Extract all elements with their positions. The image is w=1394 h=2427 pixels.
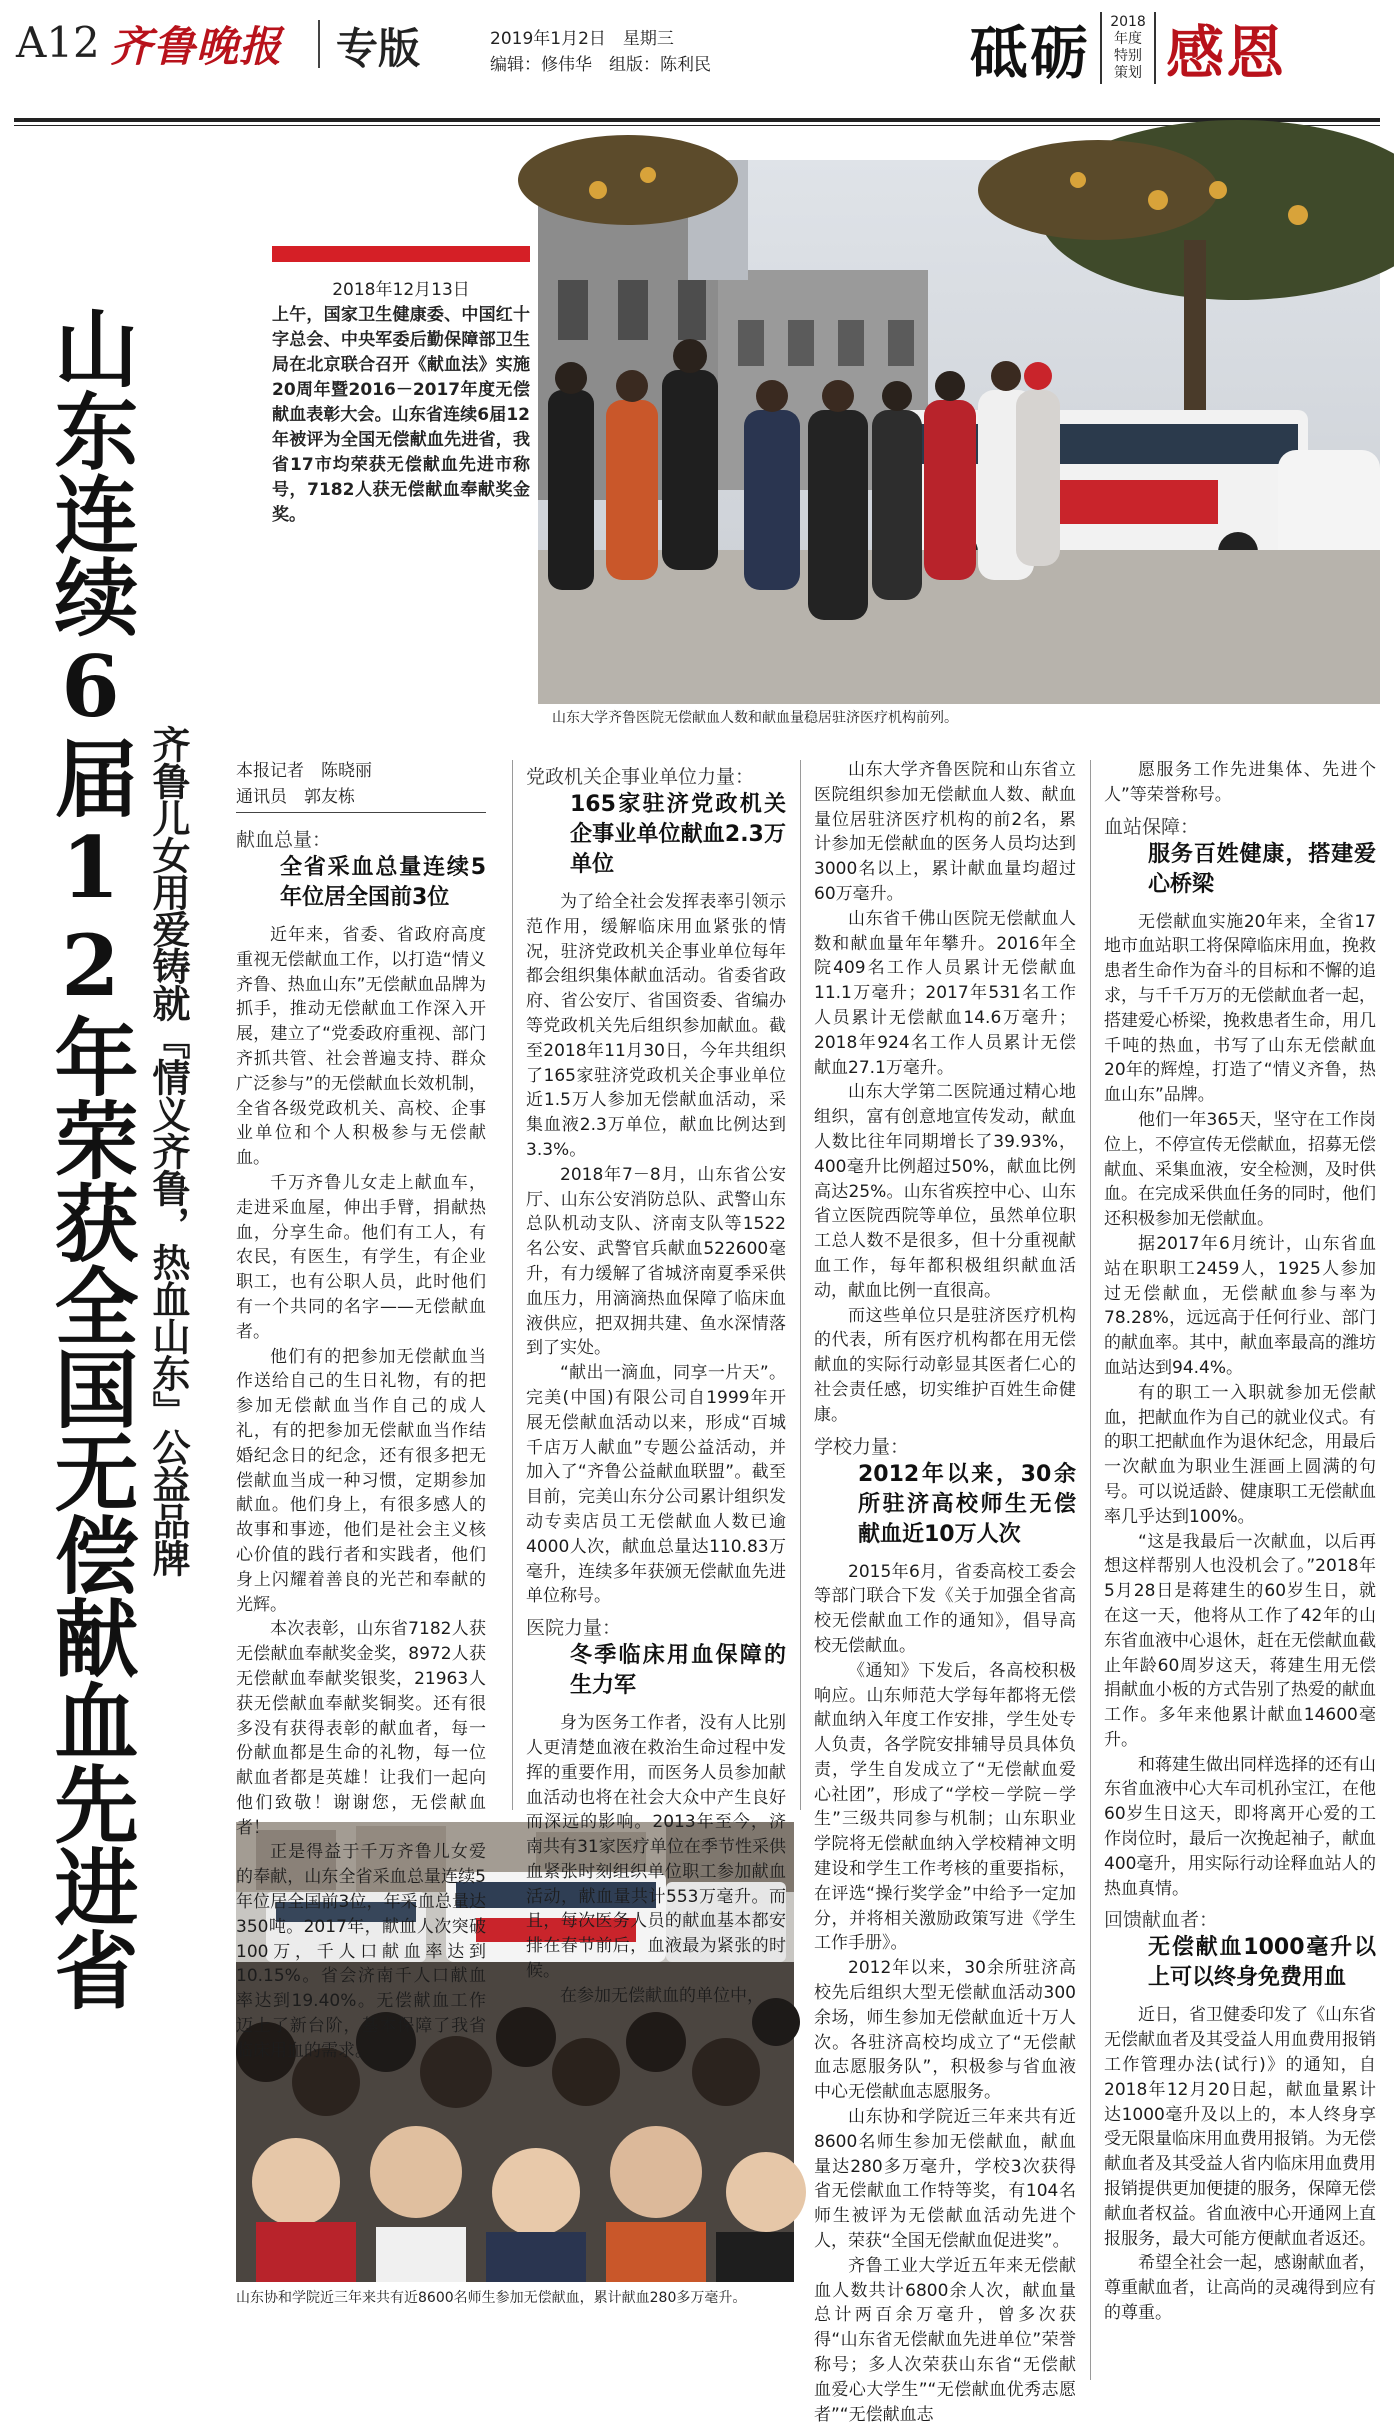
body-paragraph: 有的职工一入职就参加无偿献血，把献血作为自己的就业仪式。有的职工把献血作为退休纪念，用最后一次献血为职业生涯画上圆满的句号。可以说适龄、健康职工无偿献血率几乎达到100%。 [1104,1382,1376,1527]
feature-badge [1100,12,1156,84]
section-subhead: 无偿献血1000毫升以上可以终身免费用血 [1148,1935,1376,1991]
body-paragraph: 齐鲁工业大学近五年来无偿献血人数共计6800余人次，献血量总计两百余万毫升，曾多次获得“山东省无偿献血先进单位”荣誉称号；多人次荣获山东省“无偿献血爱心大学生”“无偿献血优秀志愿者”“无偿献血志 [814,2255,1076,2425]
theme-right-text: 感恩 [1166,19,1287,87]
body-paragraph: 他们有的把参加无偿献血当作送给自己的生日礼物，有的把参加无偿献血当作自己的成人礼，有的把参加无偿献血当作结婚纪念日的纪念，还有很多把无偿献血当成一种习惯，定期参加献血。他们身上，有很多感人的故事和事迹，他们是社会主义核心价值的践行者和实践者，他们身上闪耀着善良的光芒和奉献的光辉。 [236,1346,486,1615]
section-subhead: 165家驻济党政机关企事业单位献血2.3万单位 [570,792,786,877]
newspaper-logo: 齐鲁晚报 [110,22,283,71]
column-4 [1104,758,1376,2326]
body-paragraph: 他们一年365天，坚守在工作岗位上，不停宣传无偿献血，招募无偿献血、采集血液，安全检测，及时供血。在完成采供血任务的同时，他们还积极参加无偿献血。 [1104,1109,1376,1230]
top-photo-blood-donation-queue [538,160,1380,704]
lead-accent-bar [272,246,530,262]
sub-headline: 齐鲁儿女用爱铸就『情义齐鲁，热血山东』公益品牌 [146,725,190,1576]
section-subhead: 冬季临床用血保障的生力军 [570,1643,786,1699]
reporter-line: 本报记者 陈晓丽 [236,761,372,781]
body-paragraph: 愿服务工作先进集体、先进个人”等荣誉称号。 [1104,760,1376,805]
body-paragraph: 据2017年6月统计，山东省血站在职职工2459人，1925人参加过无偿献血，无偿献血参与率为78.28%，远远高于任何行业、部门的献血率。其中，献血率最高的潍坊血站达到94.4%。 [1104,1233,1376,1378]
badge-line: 特别 [1114,48,1143,64]
top-photo-caption: 山东大学齐鲁医院无偿献血人数和献血量稳居驻济医疗机构前列。 [552,710,958,726]
section-kicker: 医院力量： [526,1617,622,1640]
section-subhead: 服务百姓健康，搭建爱心桥梁 [1148,841,1376,897]
body-paragraph: 在参加无偿献血的单位中， [560,1985,764,2006]
body-paragraph: 山东大学第二医院通过精心地组织，富有创意地宣传发动，献血人数比往年同期增长了39.93%，400毫升比例超过50%，献血比例高达25%。山东省疾控中心、山东省立医院西院等单位，虽然单位职工总人数不是很多，但十分重视献血工作，每年都积极组织献血活动，献血比例一直很高。 [814,1082,1076,1301]
body-paragraph: 千万齐鲁儿女走上献血车，走进采血屋，伸出手臂，捐献热血，分享生命。他们有工人，有农民，有医生，有学生，有企业职工，也有公职人员，此时他们有一个共同的名字——无偿献血者。 [236,1172,486,1342]
page-number: A12 [16,18,100,67]
body-paragraph: 《通知》下发后，各高校积极响应。山东师范大学每年都将无偿献血纳入年度工作安排，学生处专人负责，各学院安排辅导员具体负责，学生自发成立了“无偿献血爱心社团”，形成了“学校－学院－学生”三级共同参与机制；山东职业学院将无偿献血纳入学校精神文明建设和学生工作考核的重要指标，在评选“操行奖学金”中给予一定加分，并将相关激励政策写进《学生工作手册》。 [814,1660,1076,1954]
column-divider [512,760,513,1810]
section-subhead: 2012年以来，30余所驻济高校师生无偿献血近10万人次 [858,1461,1076,1547]
special-feature-banner [970,10,1390,86]
lead-date: 2018年12月13日 [332,280,470,300]
body-paragraph: 山东协和学院近三年来共有近8600名师生参加无偿献血，献血量达280多万毫升，学校3次获得省无偿献血工作特等奖，有104名师生被评为无偿献血活动先进个人，荣获“全国无偿献血促进奖”。 [814,2107,1076,2252]
body-paragraph: 本次表彰，山东省7182人获无偿献血奉献奖金奖，8972人获无偿献血奉献奖银奖，21963人获无偿献血奉献奖铜奖。还有很多没有获得表彰的献血者，每一份献血都是生命的礼物，每一位献血者都是英雄！让我们一起向他们致敬！谢谢您，无偿献血者！ [236,1619,486,1838]
body-paragraph: 为了给全社会发挥表率引领示范作用，缓解临床用血紧张的情况，驻济党政机关企事业单位每年都会组织集体献血活动。省委省政府、省公安厅、省国资委、省编办等党政机关先后组织参加献血。截至2018年11月30日，今年共组织了165家驻济党政机关企事业单位近1.5万人参加无偿献血活动，采集血液2.3万单位，献血比例达到3.3%。 [526,892,786,1160]
body-paragraph: “这是我最后一次献血，以后再想这样帮别人也没机会了。”2018年5月28日是蒋建生的60岁生日，就在这一天，他将从工作了42年的山东省血液中心退休，赶在无偿献血截止年龄60周岁这天，蒋建生用无偿捐献血小板的方式告别了热爱的献血工作。多年来他累计献血14600毫升。 [1104,1531,1376,1750]
body-paragraph: 2012年以来，30余所驻济高校先后组织大型无偿献血活动300余场，师生参加无偿献血近十万人次。各驻济高校均成立了“无偿献血志愿服务队”，积极参与省血液中心无偿献血志愿服务。 [814,1958,1076,2103]
lead-paragraph [272,278,530,528]
body-paragraph: 和蒋建生做出同样选择的还有山东省血液中心大车司机孙宝江，在他60岁生日这天，即将离开心爱的工作岗位时，最后一次挽起袖子，献血400毫升，用实际行动诠释血站人的热血真情。 [1104,1754,1376,1899]
column-divider [800,760,801,1810]
body-paragraph: “献出一滴血，同享一片天”。完美(中国)有限公司自1999年开展无偿献血活动以来，形成“百城千店万人献血”专题公益活动，并加入了“齐鲁公益献血联盟”。截至目前，完美山东分公司累计组织发动专卖店员工无偿献血人数已逾4000人次，献血总量达110.83万毫升，连续多年获颁无偿献血先进单位称号。 [526,1363,786,1607]
masthead [0,0,1394,120]
badge-line: 年度 [1114,31,1143,47]
date-line: 2019年1月2日 星期三 [490,29,674,49]
column-1 [236,758,486,2064]
bottom-photo-caption: 山东协和学院近三年来共有近8600名师生参加无偿献血，累计献血280多万毫升。 [236,2290,747,2306]
page-headline: 山东连续6届12年荣获全国无偿献血先进省 [41,305,140,2010]
column-2 [526,758,786,2009]
badge-line: 2018 [1110,14,1146,30]
column-divider [1090,760,1091,2380]
body-paragraph: 而这些单位只是驻济医疗机构的代表，所有医疗机构都在用无偿献血的实际行动彰显其医者仁心的社会责任感，切实维护百姓生命健康。 [814,1305,1076,1425]
section-kicker: 回馈献血者： [1104,1909,1219,1932]
section-name: 专版 [336,24,421,73]
byline-rule [236,812,486,813]
body-paragraph: 正是得益于千万齐鲁儿女爱的奉献，山东全省采血总量连续5年位居全国前3位，年采血总量达350吨。2017年，献血人次突破100万，千人口献血率达到10.15%。省会济南千人口献血率达到19.40%。无偿献血工作迈上了新台阶，基本保障了我省临床用血的需求。 [236,1842,486,2061]
lead-text: 上午，国家卫生健康委、中国红十字总会、中央军委后勤保障部卫生局在北京联合召开《献血法》实施20周年暨2016－2017年度无偿献血表彰大会。山东省连续6届12年被评为全国无偿献血先进省，我省17市均荣获无偿献血先进市称号，7182人获无偿献血奉献奖金奖。 [272,305,530,525]
section-subhead: 全省采血总量连续5年位居全国前3位 [280,855,486,910]
body-paragraph: 山东省千佛山医院无偿献血人数和献血量年年攀升。2016年全院409名工作人员累计无偿献血11.1万毫升；2017年531名工作人员累计无偿献血14.6万毫升；2018年924名工作人员累计无偿献血27.1万毫升。 [814,908,1076,1078]
body-paragraph: 无偿献血实施20年来，全省17地市血站职工将保障临床用血，挽救患者生命作为奋斗的目标和不懈的追求，与千千万万的无偿献血者一起，搭建爱心桥梁，挽救患者生命，用几千吨的热血，书写了山东无偿献血20年的辉煌，打造了“情义齐鲁，热血山东”品牌。 [1104,911,1376,1106]
body-paragraph: 希望全社会一起，感谢献血者，尊重献血者，让高尚的灵魂得到应有的尊重。 [1104,2253,1376,2324]
body-paragraph: 山东大学齐鲁医院和山东省立医院组织参加无偿献血人数、献血量位居驻济医疗机构的前2名，累计参加无偿献血的医务人员均达到3000名以上，累计献血量均超过60万毫升。 [814,760,1076,904]
correspondent-line: 通讯员 郭友栋 [236,787,355,807]
body-paragraph: 2018年7－8月，山东省公安厅、山东公安消防总队、武警山东总队机动支队、济南支队等1522名公安、武警官兵献血522600毫升，有力缓解了省城济南夏季采供血压力，用滴滴热血保障了临床血液供应，把双拥共建、鱼水深情落到了实处。 [526,1164,786,1359]
section-kicker: 学校力量： [814,1435,910,1458]
masthead-rule [14,118,1380,122]
theme-left-text: 砥砺 [970,19,1091,87]
column-3 [814,758,1076,2427]
section-kicker: 党政机关企事业单位力量： [526,766,755,788]
body-paragraph: 2015年6月，省委高校工委会等部门联合下发《关于加强全省高校无偿献血工作的通知》，倡导高校无偿献血。 [814,1561,1076,1656]
body-paragraph: 近日，省卫健委印发了《山东省无偿献血者及其受益人用血费用报销工作管理办法(试行)》的通知，自2018年12月20日起，献血量累计达1000毫升及以上的，本人终身享受无限量临床用血费用报销。为无偿献血者及其受益人省内临床用血费用报销提供更加便捷的服务，保障无偿献血者权益。省血液中心开通网上直报服务，最大可能方便献血者返还。 [1104,2005,1376,2249]
badge-line: 策划 [1114,65,1143,81]
section-kicker: 血站保障： [1104,815,1200,838]
editor-line: 编辑：修伟华 组版：陈利民 [490,55,711,75]
masthead-divider [318,20,320,68]
body-paragraph: 近年来，省委、省政府高度重视无偿献血工作，以打造“情义齐鲁、热血山东”无偿献血品牌为抓手，推动无偿献血工作深入开展，建立了“党委政府重视、部门齐抓共管、社会普遍支持、群众广泛参与”的无偿献血长效机制，全省各级党政机关、高校、企事业单位和个人积极参与无偿献血。 [236,925,486,1169]
body-paragraph: 身为医务工作者，没有人比别人更清楚血液在救治生命过程中发挥的重要作用，而医务人员参加献血活动也将在社会大众中产生良好而深远的影响。2013年至今，济南共有31家医疗单位在季节性采供血紧张时刻组织单位职工参加献血活动，献血量共计553万毫升。而且，每次医务人员的献血基本都安排在春节前后，血液最为紧张的时候。 [526,1713,786,1982]
section-kicker: 献血总量： [236,829,332,851]
